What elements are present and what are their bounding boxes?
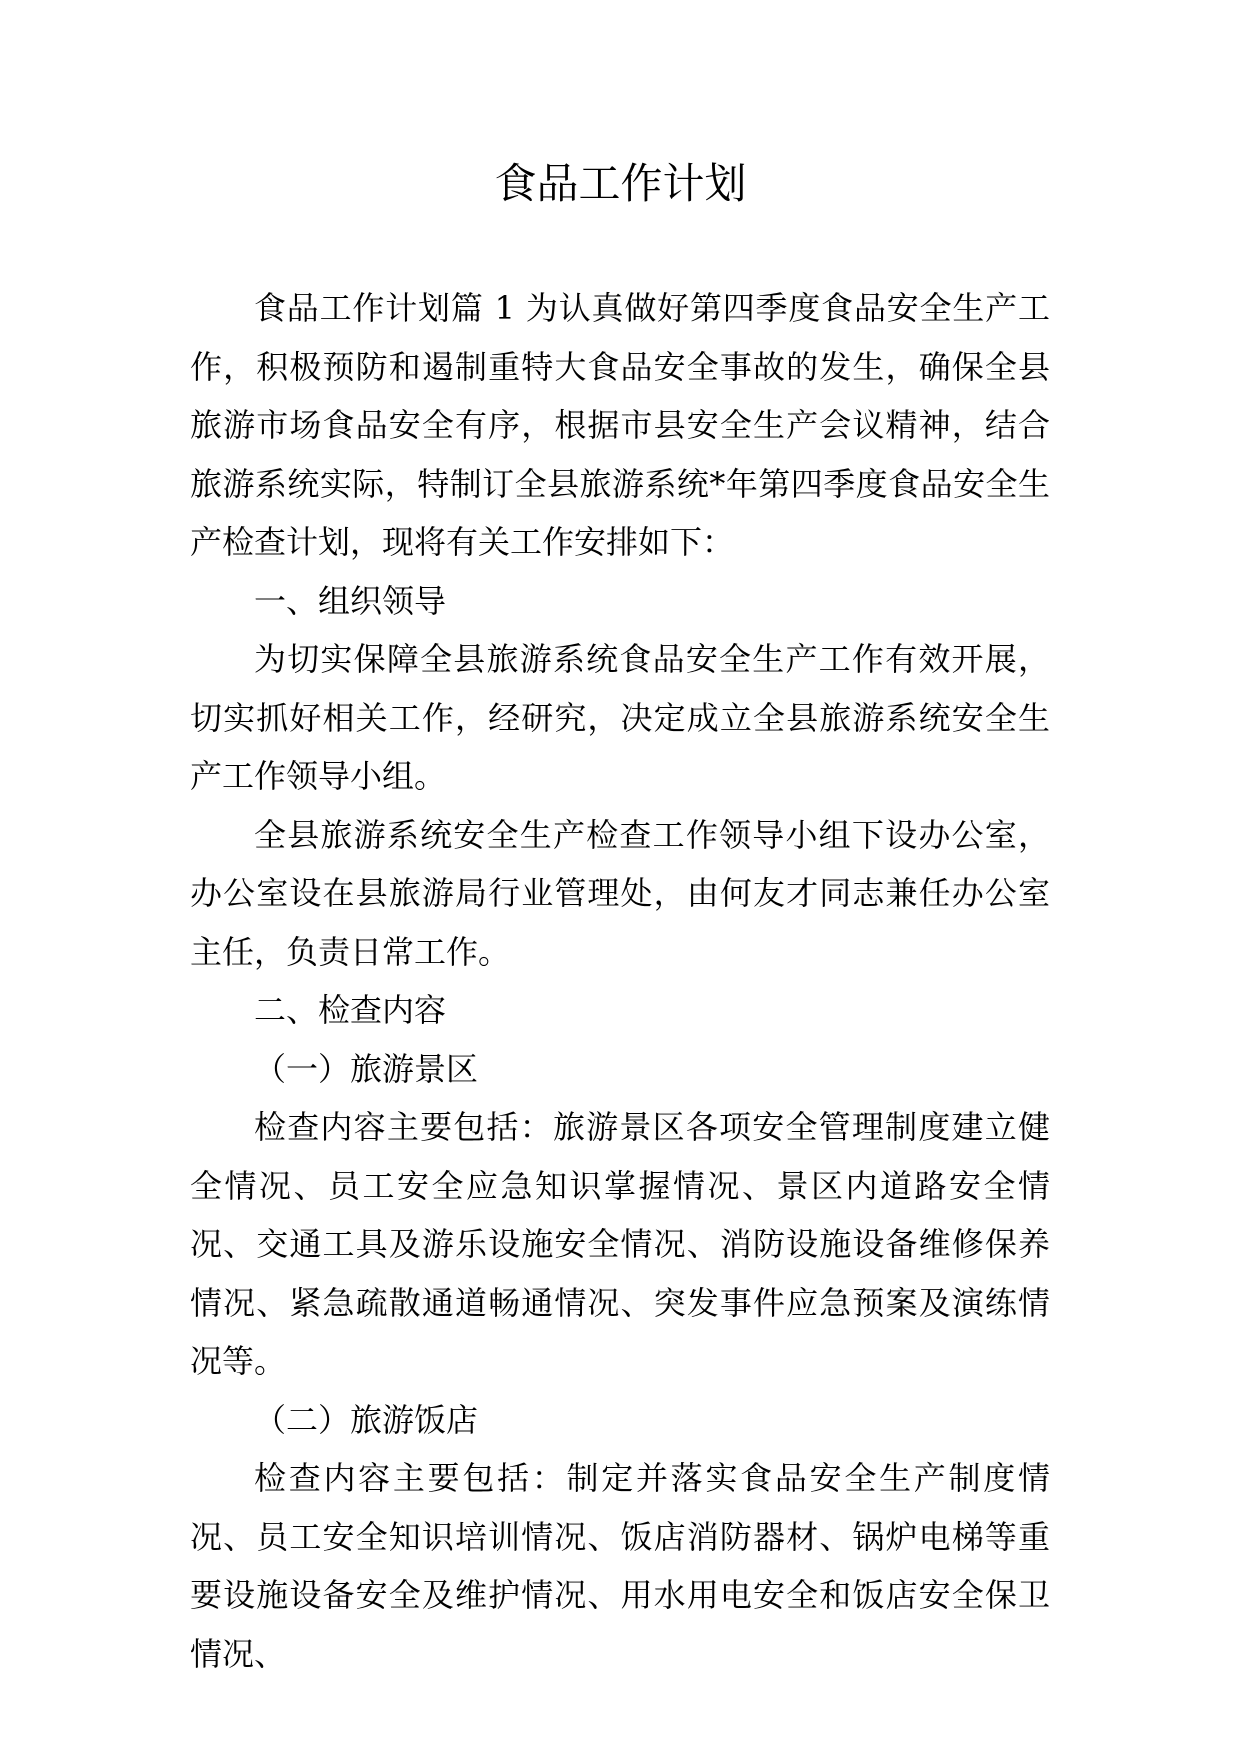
paragraph-hotel: 检查内容主要包括：制定并落实食品安全生产制度情况、员工安全知识培训情况、饭店消防器材、锅炉电梯等重要设施设备安全及维护情况、用水用电安全和饭店安全保卫情况、: [190, 1459, 1050, 1673]
paragraph-office: 全县旅游系统安全生产检查工作领导小组下设办公室，办公室设在县旅游局行业管理处，由何友才同志兼任办公室主任，负责日常工作。: [190, 815, 1050, 971]
document-body: [190, 279, 1050, 1683]
paragraph-scenic: 检查内容主要包括：旅游景区各项安全管理制度建立健全情况、员工安全应急知识掌握情况、景区内道路安全情况、交通工具及游乐设施安全情况、消防设施设备维修保养情况、紧急疏散通道畅通情况、突发事件应急预案及演练情况等。: [190, 1108, 1050, 1380]
subsection-heading-hotel: （二）旅游饭店: [254, 1400, 479, 1439]
document-title: 食品工作计划: [494, 159, 747, 208]
paragraph-intro: 食品工作计划篇 1 为认真做好第四季度食品安全生产工作，积极预防和遏制重特大食品安全事故的发生，确保全县旅游市场食品安全有序，根据市县安全生产会议精神，结合旅游系统实际，特制订全县旅游系统*年第四季度食品安全生产检查计划，现将有关工作安排如下：: [190, 289, 1050, 561]
subsection-heading-scenic: （一）旅游景区: [254, 1049, 479, 1088]
paragraph-organization: 为切实保障全县旅游系统食品安全生产工作有效开展，切实抓好相关工作，经研究，决定成立全县旅游系统安全生产工作领导小组。: [190, 640, 1050, 795]
section-heading-organization: 一、组织领导: [254, 581, 447, 620]
section-heading-inspection: 二、检查内容: [254, 991, 447, 1029]
